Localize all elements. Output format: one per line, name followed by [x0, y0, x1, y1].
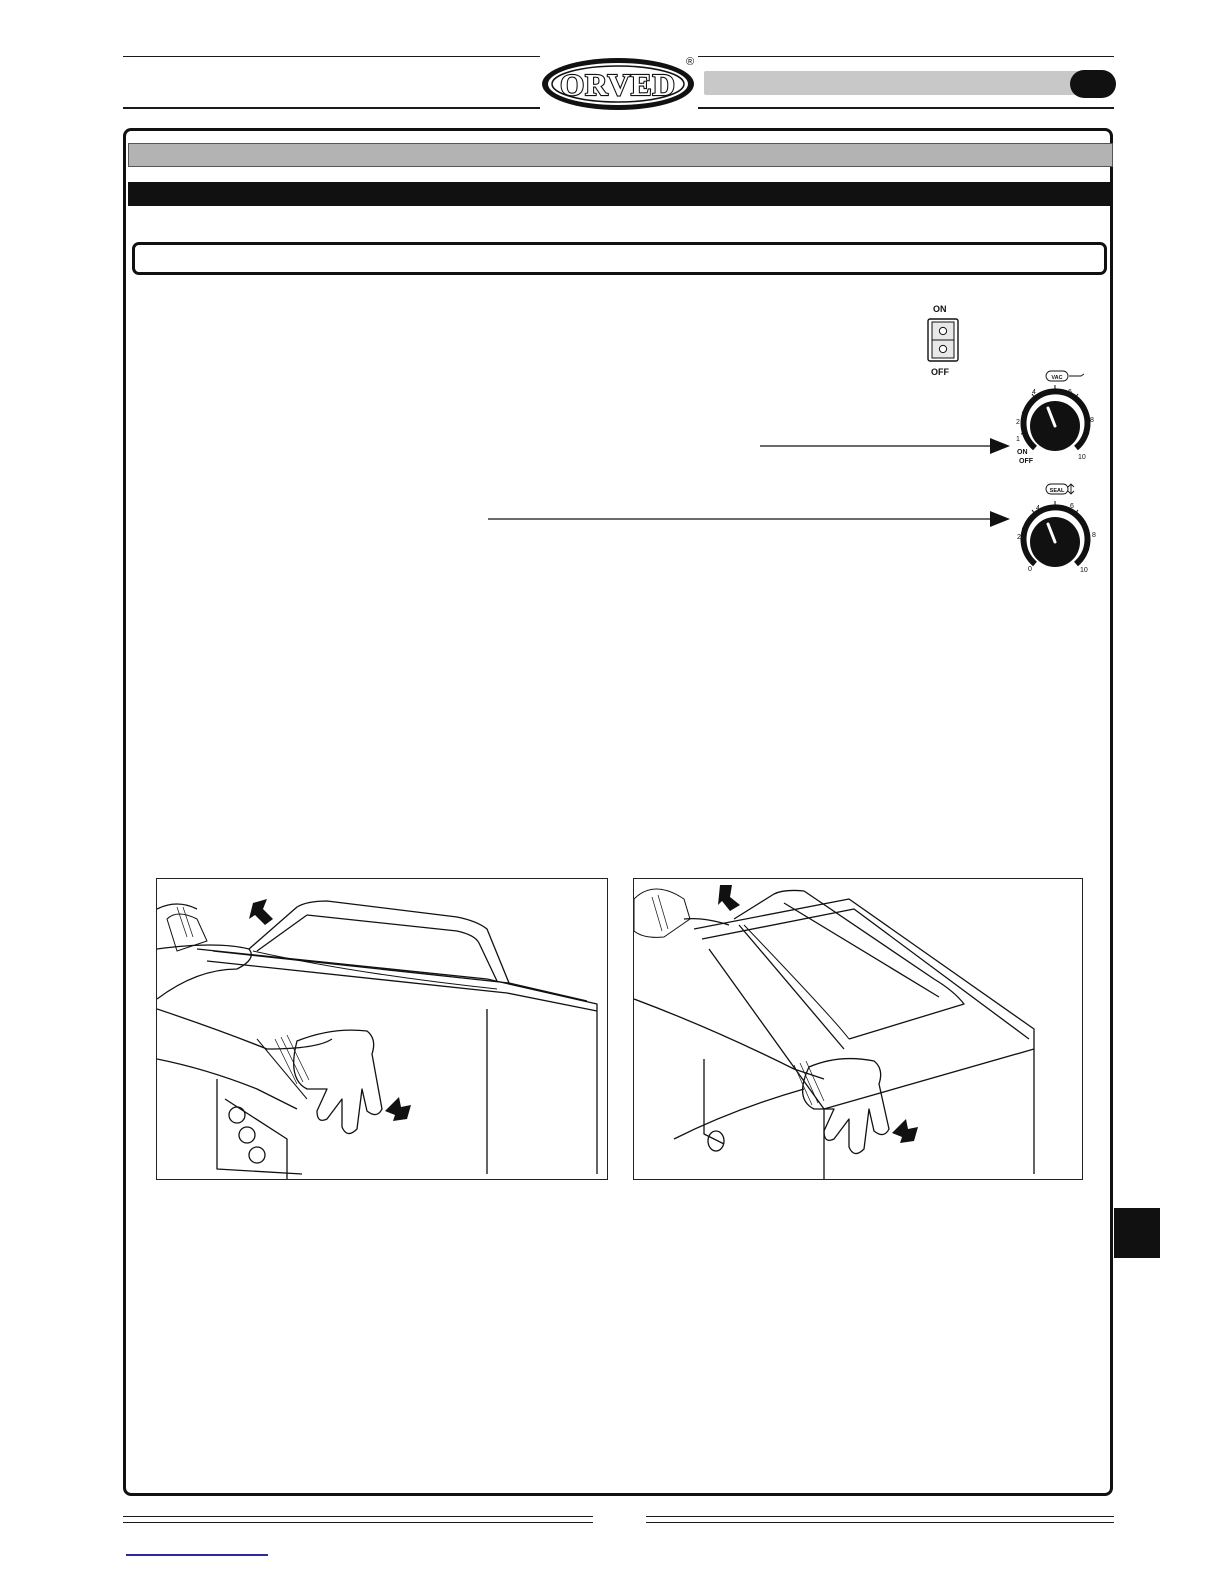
- vac-tick-1: 1: [1016, 436, 1020, 443]
- seal-tick-0: 0: [1028, 566, 1032, 573]
- vac-on-label: ON: [1017, 449, 1028, 456]
- footer-rule-right-1: [646, 1516, 1114, 1517]
- seal-tick-10: 10: [1080, 567, 1088, 574]
- section-side-tab: [1114, 1208, 1160, 1258]
- seal-dial[interactable]: [1008, 480, 1108, 580]
- figure-left-hands-on-lid: [156, 878, 608, 1180]
- switch-off-label: OFF: [931, 367, 949, 377]
- vac-tick-6: 6: [1068, 389, 1072, 396]
- switch-on-label: ON: [933, 304, 947, 314]
- footer-rule-right-2: [646, 1522, 1114, 1523]
- vac-tick-2: 2: [1016, 419, 1020, 426]
- seal-tick-8: 8: [1092, 532, 1096, 539]
- footer-rule-left-2: [123, 1522, 593, 1523]
- figure-right-hands-on-lid: [633, 878, 1083, 1180]
- brand-logo-text: ORVED: [560, 67, 676, 102]
- vac-dial[interactable]: [1008, 368, 1108, 468]
- seal-pointer-arrow: [488, 509, 1010, 529]
- vac-off-label: OFF: [1019, 458, 1033, 465]
- seal-tick-6: 6: [1070, 503, 1074, 510]
- power-switch[interactable]: [927, 318, 959, 362]
- registered-mark: ®: [686, 56, 695, 68]
- section-black-band: [128, 182, 1113, 206]
- seal-tick-4: 4: [1036, 505, 1040, 512]
- vac-tick-10: 10: [1078, 454, 1086, 461]
- footer-rule-left-1: [123, 1516, 593, 1517]
- header-rule-left-bottom: [123, 107, 540, 109]
- brand-logo: [540, 54, 700, 114]
- seal-tick-2: 2: [1017, 534, 1021, 541]
- subsection-rounded-box: [132, 242, 1107, 275]
- header-rule-right-top: [698, 56, 1114, 57]
- header-rule-left-top: [123, 56, 540, 57]
- header-black-pill: [1070, 70, 1116, 98]
- vac-tick-4: 4: [1032, 389, 1036, 396]
- vac-tick-8: 8: [1090, 417, 1094, 424]
- footer-link-underline[interactable]: [126, 1554, 268, 1556]
- vac-pointer-arrow: [760, 436, 1010, 456]
- header-rule-right-bottom: [698, 107, 1114, 109]
- vac-badge: VAC: [1051, 375, 1063, 381]
- content-frame: [123, 128, 1113, 1496]
- header-grey-bar: [704, 71, 1114, 95]
- seal-badge: SEAL: [1049, 488, 1065, 494]
- section-grey-band: [128, 143, 1113, 167]
